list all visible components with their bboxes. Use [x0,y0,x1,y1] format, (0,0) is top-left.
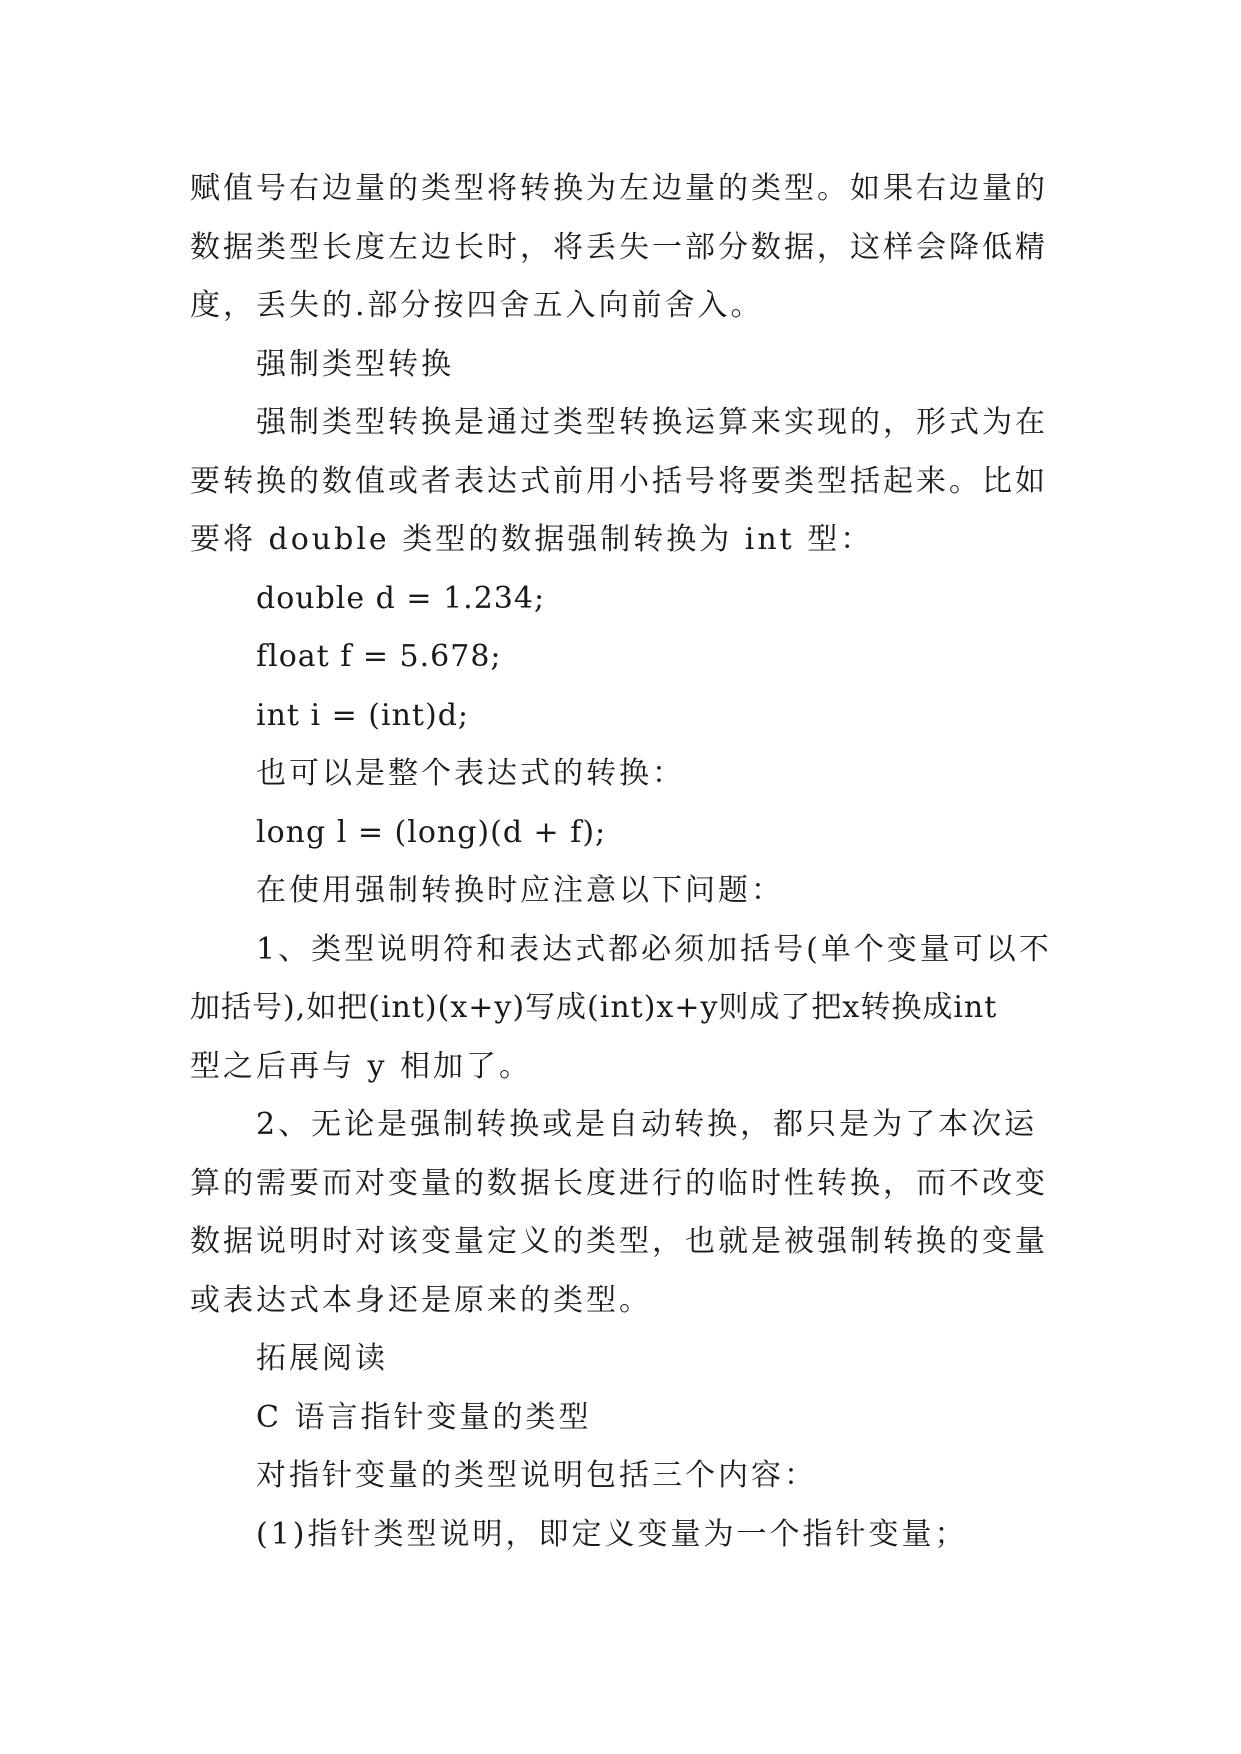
list-item-pointer-1: (1)指针类型说明，即定义变量为一个指针变量； [256,1516,968,1552]
code-line: double d = 1.234; [256,580,546,616]
text-line: 加括号),如把(int)(x+y)写成(int)x+y则成了把x转换成int [190,990,998,1025]
text-line: 对指针变量的类型说明包括三个内容： [256,1458,817,1493]
text-line: 在使用强制转换时应注意以下问题： [256,873,784,908]
text-line: 强制类型转换是通过类型转换运算来实现的，形式为在 [256,405,1048,440]
text-line: 要转换的数值或者表达式前用小括号将要类型括起来。比如 [190,463,1048,499]
list-item-2: 2、无论是强制转换或是自动转换，都只是为了本次运 [256,1107,1038,1142]
text-line: 也可以是整个表达式的转换： [256,756,685,791]
code-line: float f = 5.678; [256,639,502,674]
text-line: 赋值号右边量的类型将转换为左边量的类型。如果右边量的 [190,171,1048,206]
list-item-1: 1、类型说明符和表达式都必须加括号(单个变量可以不 [256,931,1052,967]
text-line: 算的需要而对变量的数据长度进行的临时性转换，而不改变 [190,1165,1048,1201]
text-line: 数据类型长度左边长时，将丢失一部分数据，这样会降低精 [190,229,1048,265]
text-line: 要将 double 类型的数据强制转换为 int 型： [190,522,874,557]
text-line: 或表达式本身还是原来的类型。 [190,1282,652,1318]
text-line: 度，丢失的.部分按四舍五入向前舍入。 [190,288,764,323]
section-heading-extended-reading: 拓展阅读 [256,1341,388,1376]
section-heading-pointer-types: C 语言指针变量的类型 [256,1399,592,1435]
document-body [190,160,1060,1564]
code-line: long l = (long)(d + f); [256,814,607,850]
text-line: 数据说明时对该变量定义的类型，也就是被强制转换的变量 [190,1224,1048,1259]
section-heading-cast: 强制类型转换 [256,346,454,382]
text-line: 型之后再与 y 相加了。 [190,1048,533,1084]
code-line: int i = (int)d; [256,697,470,733]
